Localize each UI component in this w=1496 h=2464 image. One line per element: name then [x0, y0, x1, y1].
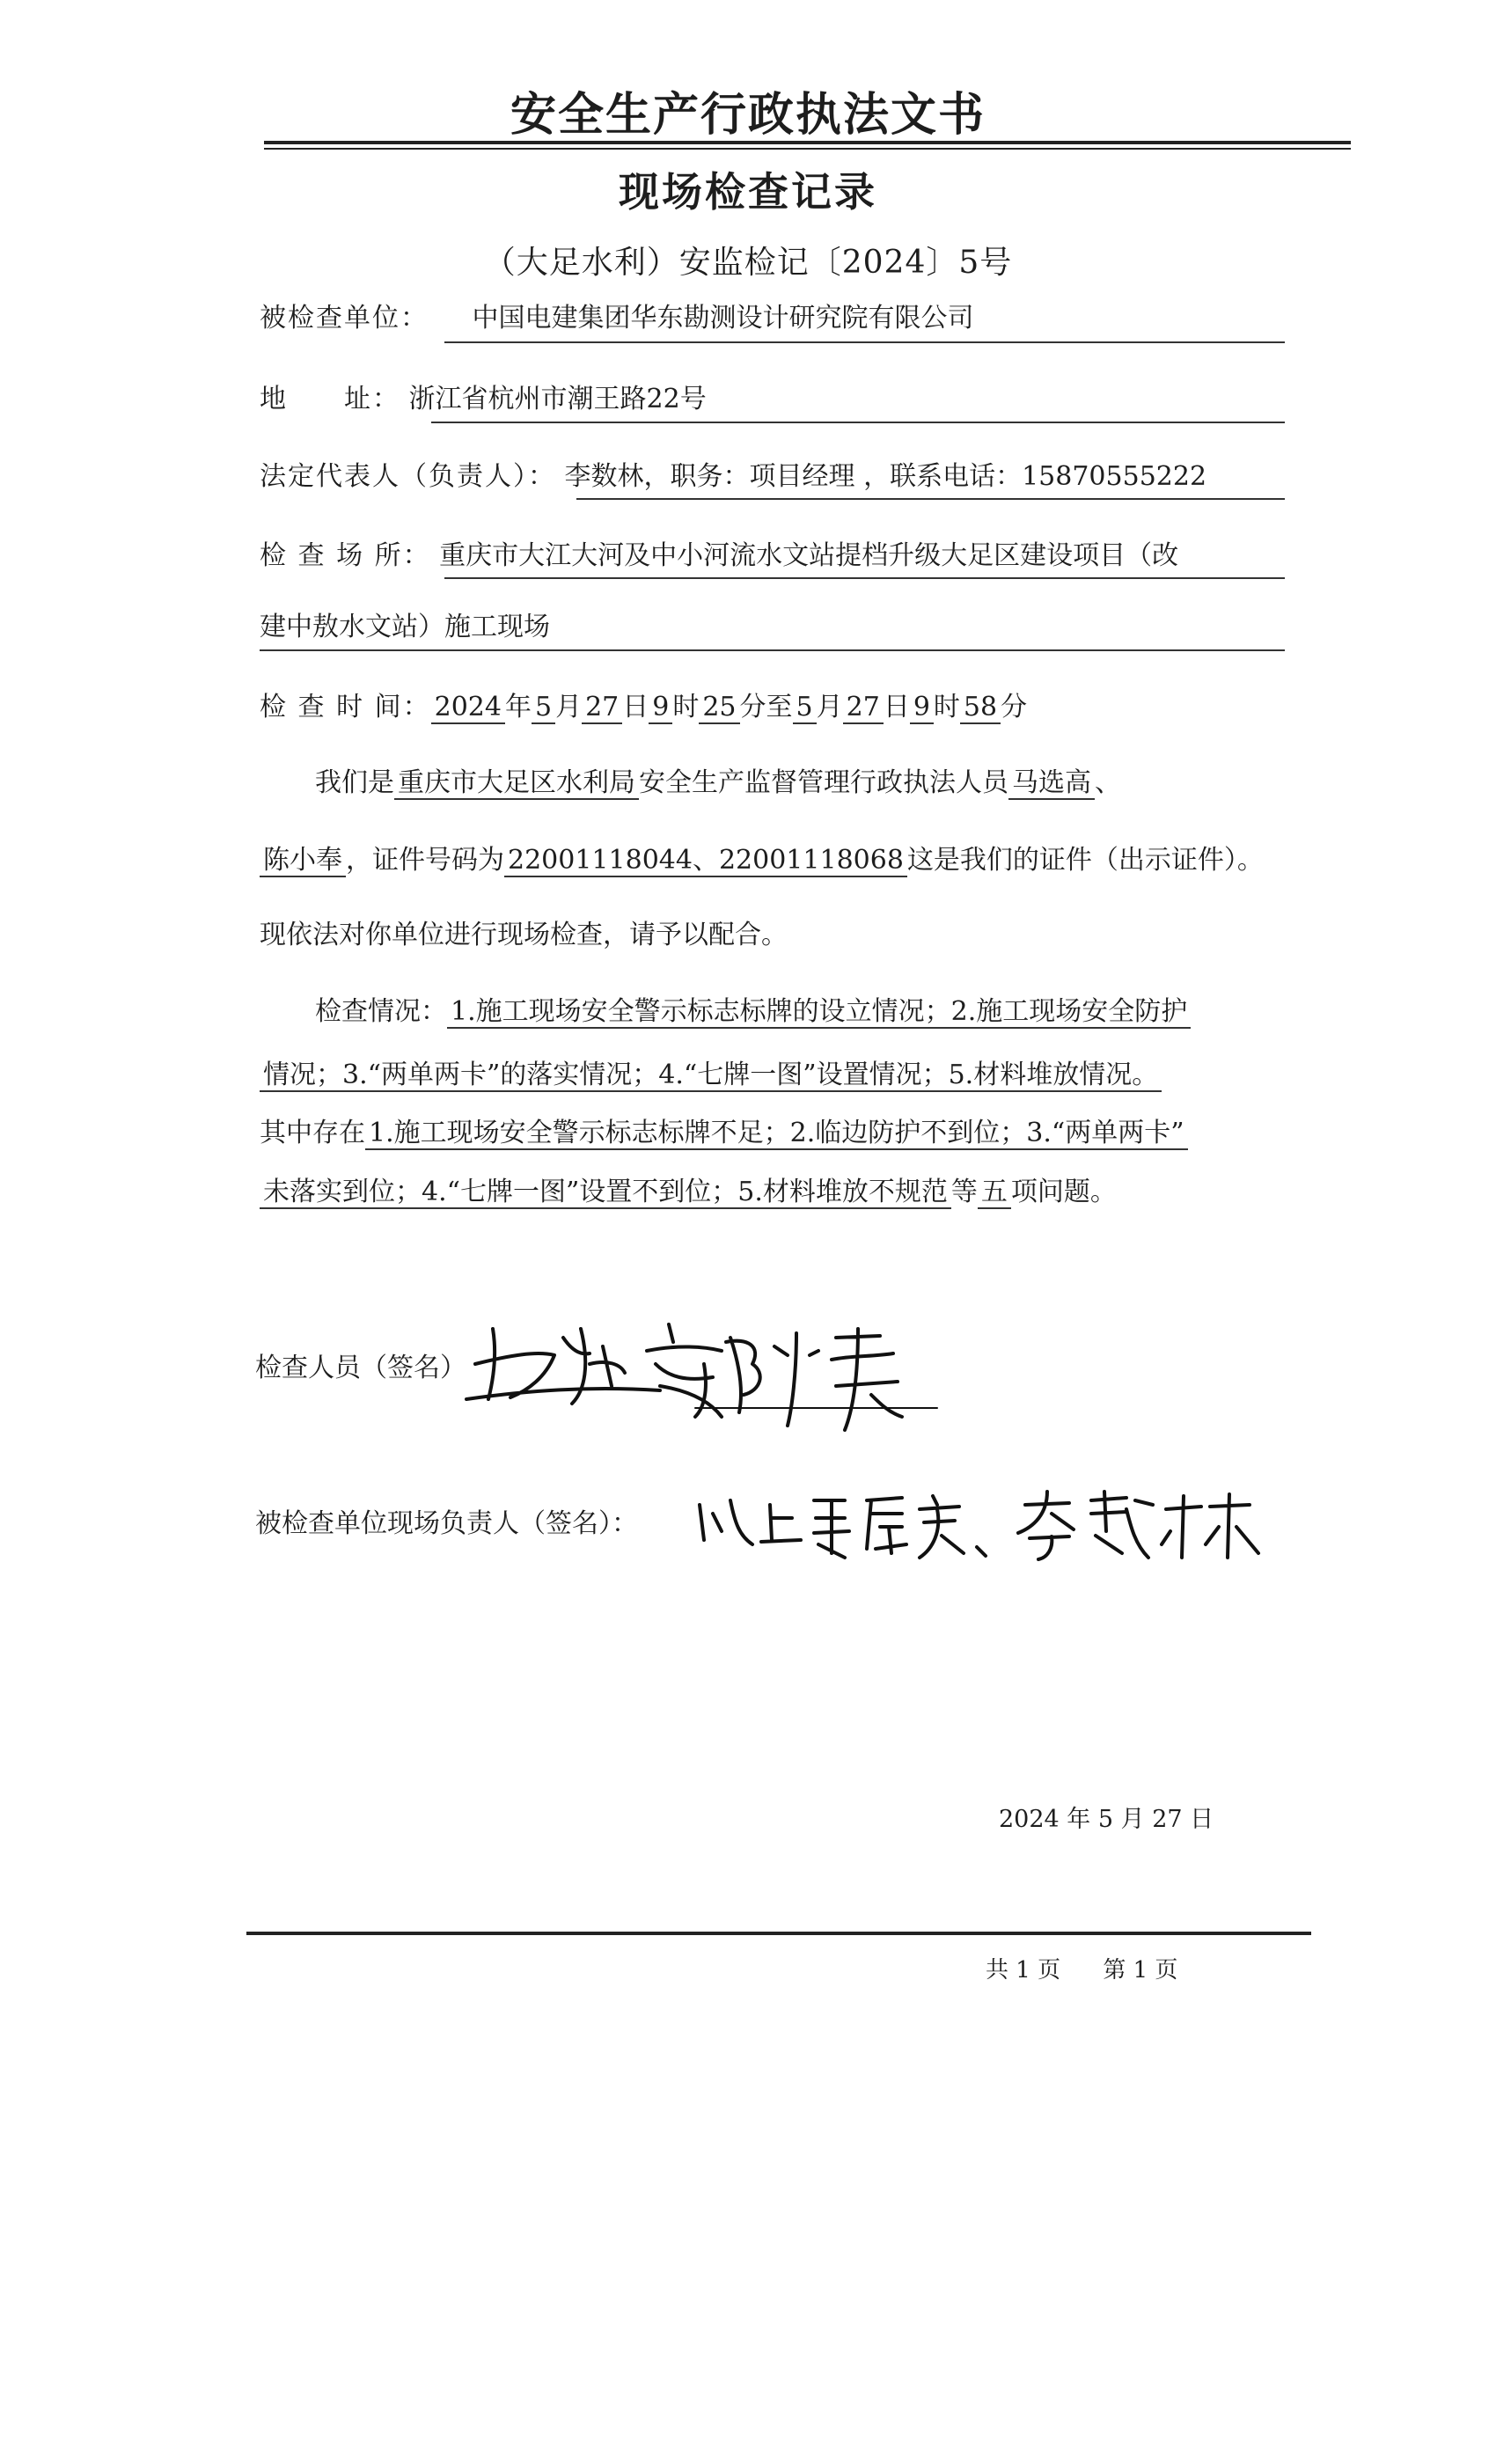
representative-row	[260, 459, 1206, 495]
certificate-numbers: 22001118044、22001118068	[504, 845, 907, 877]
unit-label: 被检查单位：	[260, 303, 429, 334]
footer-divider	[246, 1932, 1311, 1935]
representative-label: 法定代表人（负责人）：	[260, 461, 556, 492]
inspector-handwritten-signatures	[458, 1302, 950, 1434]
address-underline	[431, 422, 1285, 423]
address-row	[260, 382, 707, 417]
page-info	[986, 1952, 1177, 1984]
issues-line1: 其中存在 1.施工现场安全警示标志标牌不足；2.临边防护不到位；3.“两单两卡”	[260, 1116, 1188, 1151]
statement-line3: 现依法对你单位进行现场检查，请予以配合。	[260, 920, 788, 950]
header-divider-thin	[264, 148, 1351, 150]
document-date: 2024 年 5 月 27 日	[999, 1806, 1214, 1833]
time-label: 检 查 时 间：	[260, 692, 431, 722]
place-value-line1: 重庆市大江大河及中小河流水文站提档升级大足区建设项目（改	[439, 540, 1179, 571]
issue-count: 五	[978, 1177, 1011, 1209]
inspector-signature-label: 检查人员（签名）	[255, 1353, 466, 1383]
agency-name: 重庆市大足区水利局	[394, 767, 639, 800]
inspection-line2: 情况；3.“两单两卡”的落实情况；4.“七牌一图”设置情况；5.材料堆放情况。	[260, 1058, 1162, 1093]
place-label: 检 查 场 所：	[260, 540, 431, 571]
time-hour-end: 9	[910, 692, 934, 724]
statement-line2: 陈小奉 ，证件号码为 22001118044、22001118068 这是我们的证件（出示证件）。	[260, 843, 1264, 878]
place-row	[260, 539, 1178, 574]
officer-1: 马选高	[1008, 767, 1095, 800]
time-minute-end: 58	[960, 692, 1001, 724]
signature-chen-xiaofeng	[726, 1329, 902, 1430]
time-day-start: 27	[582, 692, 622, 724]
time-row: 检 查 时 间： 2024 年 5 月 27 日 9 时 25 分至 5 月 27 日 9 时 58 分	[260, 692, 1028, 722]
total-pages: 共 1 页	[986, 1957, 1061, 1984]
place-value-line2: 建中敖水文站）施工现场	[260, 612, 550, 642]
time-day-end: 27	[843, 692, 884, 724]
statement-line1: 我们是 重庆市大足区水利局 安全生产监督管理行政执法人员 马选高 、	[315, 767, 1121, 798]
inspection-label: 检查情况：	[315, 996, 447, 1027]
time-minute-start: 25	[699, 692, 739, 724]
responsible-handwritten-signature	[691, 1478, 1272, 1566]
time-hour-start: 9	[649, 692, 672, 724]
place-underline-2	[260, 649, 1285, 651]
time-month-start: 5	[532, 692, 555, 724]
current-page: 第 1 页	[1103, 1957, 1178, 1984]
address-value: 浙江省杭州市潮王路22号	[408, 384, 707, 414]
representative-value: 李数林，职务：项目经理 ，联系电话：15870555222	[564, 461, 1207, 492]
unit-row	[260, 301, 974, 336]
responsible-signature-label: 被检查单位现场负责人（签名）：	[255, 1508, 638, 1539]
officer-2: 陈小奉	[260, 845, 346, 877]
unit-value: 中国电建集团华东勘测设计研究院有限公司	[472, 303, 974, 334]
unit-underline	[444, 341, 1285, 343]
place-underline-1	[444, 577, 1285, 579]
signature-li-shulin	[1018, 1492, 1258, 1559]
representative-underline	[576, 498, 1285, 500]
document-number: （大足水利）安监检记〔2024〕5号	[483, 245, 1013, 281]
inspection-line1: 检查情况： 1.施工现场安全警示标志标牌的设立情况；2.施工现场安全防护	[315, 994, 1191, 1030]
document-type-title: 安全生产行政执法文书	[510, 89, 986, 142]
time-year: 2024	[431, 692, 505, 724]
address-label: 地 址：	[260, 384, 400, 414]
time-month-end: 5	[793, 692, 817, 724]
signature-confirmation-text	[700, 1496, 986, 1558]
record-title: 现场检查记录	[619, 168, 877, 216]
issues-line2: 未落实到位；4.“七牌一图”设置不到位；5.材料堆放不规范 等 五 项问题。	[260, 1175, 1117, 1210]
signature-ma-xuangao	[466, 1324, 722, 1417]
header-divider-thick	[264, 141, 1351, 144]
